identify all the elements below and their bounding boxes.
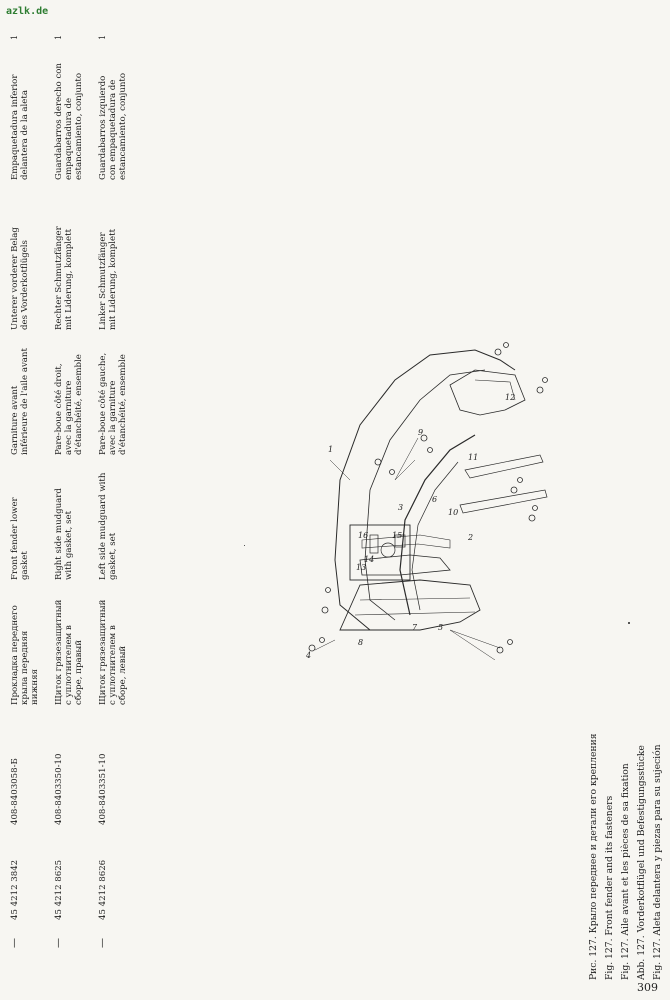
row-dash: — <box>97 938 108 948</box>
name-de: Linker Schmutzfänger mit Liderung, komplett <box>98 228 119 330</box>
label-10: 10 <box>448 508 459 517</box>
label-12: 12 <box>505 393 516 402</box>
name-es: Empaquetadura inferior delantera de la aleta <box>10 74 31 180</box>
name-es: Guardabarros derecho con empaquetadura de estancamiento, conjunto <box>54 63 85 180</box>
caption-de: Abb. 127. Vorderkotflügel und Befestigungsstücke <box>636 745 647 980</box>
part-number: 45 4212 8625 <box>54 859 64 920</box>
table-row <box>10 0 54 1000</box>
label-15: 15 <box>392 531 403 540</box>
label-7: 7 <box>412 623 418 632</box>
watermark: azlk.de <box>6 6 49 17</box>
name-ru: Щиток грязезащитный с уплотнителем в сборе, левый <box>98 599 129 705</box>
name-ru: Прокладка переднего крыла передняя нижняя <box>10 605 41 705</box>
label-14: 14 <box>364 555 375 564</box>
name-es: Guardabarros izquierdo con empaquetadura de estancamiento, conjunto <box>98 72 129 180</box>
wheel-arch-inner <box>412 462 458 610</box>
label-1: 1 <box>328 445 334 454</box>
catalog-number: 408-8403058-Б <box>10 758 20 825</box>
catalog-number: 408-8403350-10 <box>54 753 64 825</box>
label-8: 8 <box>358 638 364 647</box>
label-9: 9 <box>418 428 424 437</box>
part-number: 45 4212 3842 <box>10 859 20 920</box>
label-5: 5 <box>438 623 444 632</box>
caption-fr: Fig. 127. Aile avant et les pièces de sa fixation <box>620 763 631 980</box>
name-en: Front fender lower gasket <box>10 497 31 580</box>
label-6: 6 <box>432 495 438 504</box>
name-de: Unterer vorderer Belag des Vorderkotflügels <box>10 227 31 330</box>
label-13: 13 <box>356 563 367 572</box>
quantity: 1 <box>98 34 107 40</box>
name-en: Right side mudguard with gasket, set <box>54 488 75 580</box>
label-2: 2 <box>468 533 474 542</box>
label-16: 16 <box>358 531 369 540</box>
print-speck <box>244 545 245 546</box>
part-number: 45 4212 8626 <box>98 859 108 920</box>
label-11: 11 <box>468 453 479 462</box>
page-number: 309 <box>637 981 658 994</box>
quantity: 1 <box>54 34 63 40</box>
caption-ru: Рис. 127. Крыло переднее и детали его крепления <box>588 733 599 980</box>
table-row <box>98 0 142 1000</box>
label-3: 3 <box>398 503 404 512</box>
name-en: Left side mudguard with gasket, set <box>98 472 119 580</box>
caption-es: Fig. 127. Aleta delantera y piezas para su sujeción <box>652 744 663 980</box>
wheel-arch <box>400 435 475 615</box>
label-4: 4 <box>306 651 312 660</box>
fender-diagram <box>300 330 560 660</box>
name-fr: Pare-boue côté droit, avec la garniture d'étanchéité, ensemble <box>54 354 85 455</box>
row-dash: — <box>9 938 20 948</box>
name-ru: Щиток грязезащитный с уплотнителем в сборе, правый <box>54 599 85 705</box>
fender-inner-edge <box>365 370 485 620</box>
name-fr: Pare-boue côté gauche, avec la garniture d'étanchéité, ensemble <box>98 352 129 455</box>
fender-outer-edge <box>335 350 515 630</box>
brace-lower <box>460 490 547 513</box>
row-dash: — <box>53 938 64 948</box>
name-de: Rechter Schmutzfänger mit Liderung, komplett <box>54 226 75 330</box>
table-row <box>54 0 98 1000</box>
caption-en: Fig. 127. Front fender and its fasteners <box>604 795 615 980</box>
name-fr: Garniture avant inférieure de l'aile avant <box>10 348 31 455</box>
catalog-number: 408-8403351-10 <box>98 753 108 825</box>
print-speck <box>628 622 630 624</box>
quantity: 1 <box>10 34 19 40</box>
gasket-strip <box>362 535 450 548</box>
